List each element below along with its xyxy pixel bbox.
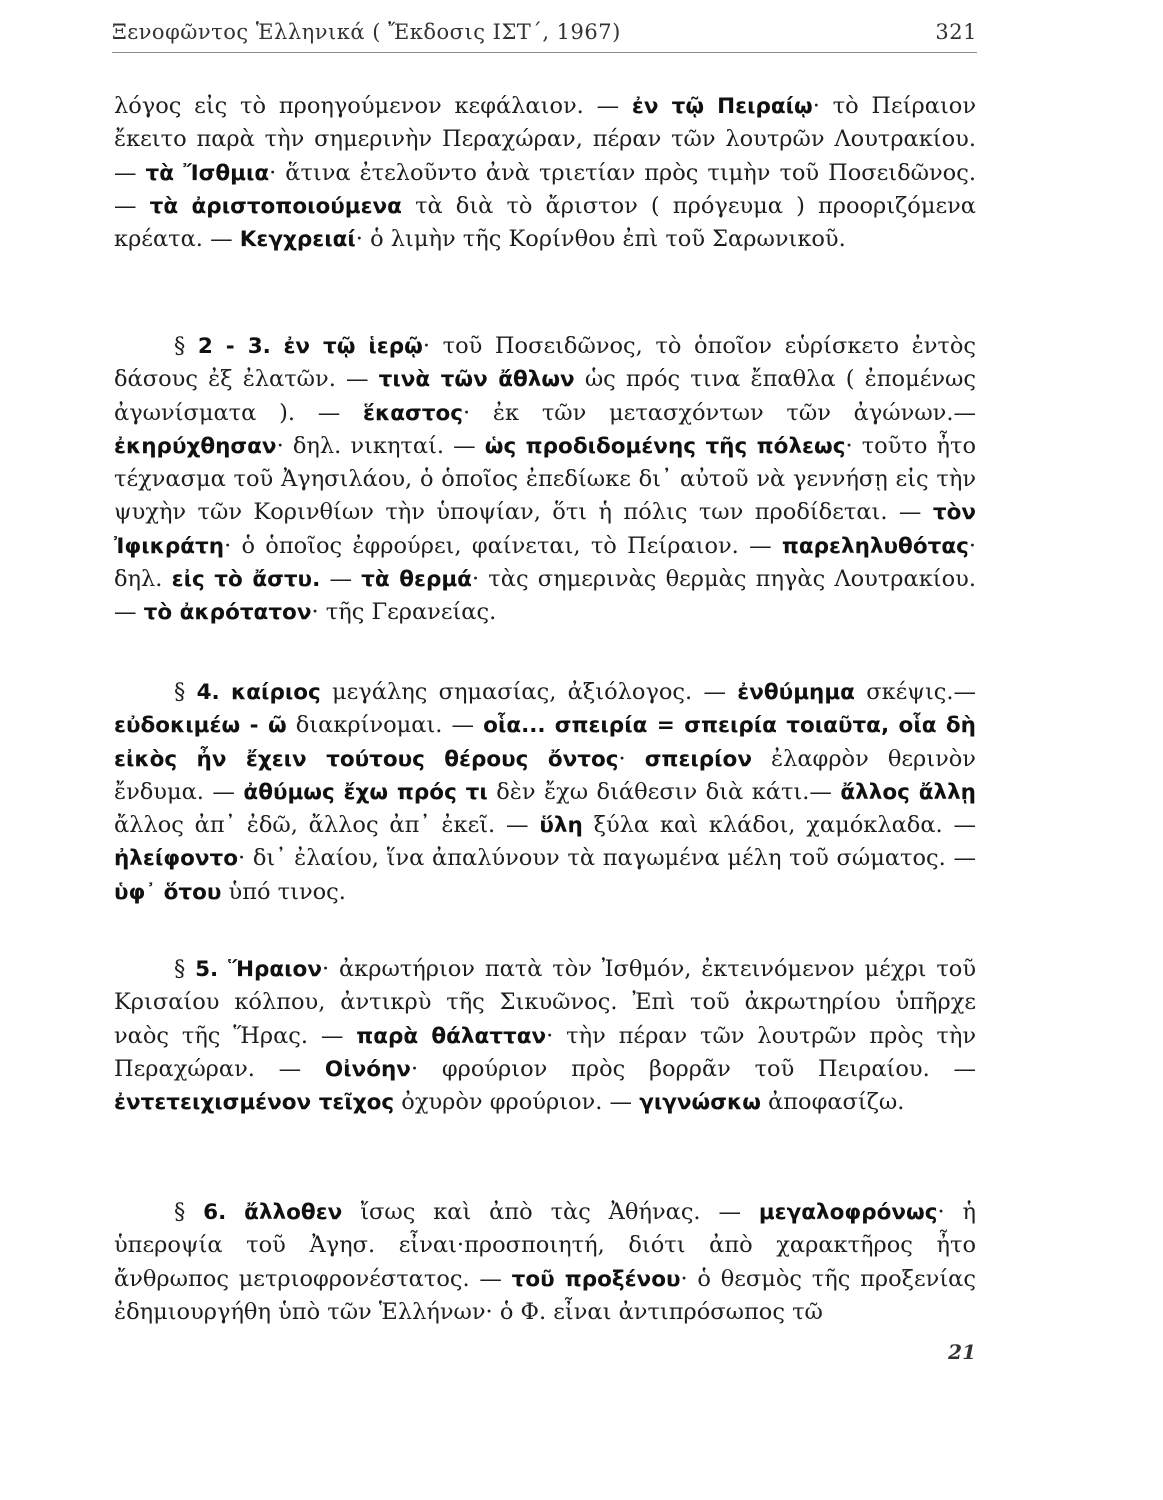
- term: ἄλλος ἄλλῃ: [840, 779, 976, 805]
- paragraph-section-6: [114, 1196, 976, 1329]
- gloss-text: ἄλλος ἀπ᾽ ἐδῶ, ἄλλος ἀπ᾽ ἐκεῖ. —: [114, 812, 540, 839]
- term: 5.: [195, 957, 219, 982]
- gloss-text: · φρούριον πρὸς βορρᾶν τοῦ Πειραίου. —: [410, 1055, 976, 1082]
- gloss-text: μεγάλης σημασίας, ἀξιόλογος. —: [320, 679, 738, 705]
- term: καίριος: [231, 680, 321, 705]
- paragraph-section-4: [114, 676, 976, 909]
- term: τινὰ τῶν ἄθλων: [378, 367, 575, 393]
- gloss-text: §: [174, 956, 196, 982]
- term: 4.: [196, 680, 220, 705]
- term: οἷα...: [483, 713, 546, 739]
- term: παρεληλυθότας: [781, 533, 969, 559]
- running-header: [112, 20, 977, 52]
- gloss-text: · ὁ ὁποῖος ἐφρούρει, φαίνεται, τὸ Πείραιον. —: [224, 532, 782, 559]
- gloss-text: · τὸ Πείραιον ἔκειτο παρὰ τὴν σημερινὴν Περαχώραν, πέραν τῶν λουτρῶν Λουτρακίου. —: [114, 93, 976, 186]
- gloss-text: · ἀκρωτήριον πατὰ τὸν Ἰσθμόν, ἐκτεινόμενον μέχρι τοῦ Κρισαίου κόλπου, ἀντικρὺ τῆς Σικυῶνος. Ἐπὶ τοῦ ἀκρωτηρίου ὑπῆρχε ναὸς τῆς Ἥρας. —: [114, 956, 977, 1049]
- running-title: Ξενοφῶντος Ἑλληνικά ( Ἔκδοσις ΙΣΤ΄, 1967): [112, 20, 621, 44]
- gloss-text: §: [174, 1199, 204, 1225]
- term: παρὰ θάλατταν: [356, 1023, 547, 1049]
- paragraph-section-2-3: [114, 330, 976, 630]
- gloss-text: · τοῦτο ἦτο τέχνασμα τοῦ Ἀγησιλάου, ὁ ὁποῖος ἐπεδίωκε δι᾽ αὐτοῦ νὰ γεννήσῃ εἰς τὴν ψυχὴν τῶν Κορινθίων τὴν ὑποψίαν, ὅτι ἡ πόλις των προδίδεται. —: [114, 432, 976, 526]
- term: ἐνθύμημα: [737, 680, 855, 705]
- term: ἐντετειχισμένον τεῖχος: [114, 1090, 395, 1116]
- term: τὰ Ἴσθμια: [145, 160, 270, 186]
- gloss-text: §: [174, 333, 198, 359]
- signature-mark: 21: [948, 1340, 976, 1364]
- gloss-text: διακρίνομαι. —: [286, 712, 484, 739]
- term: ὑφ᾽ ὅτου: [114, 879, 222, 905]
- term: Κεγχρειαί: [239, 227, 356, 253]
- gloss-text: ὀχυρὸν φρούριον. —: [394, 1089, 640, 1116]
- term: εὐδοκιμέω - ῶ: [114, 713, 287, 739]
- term: ὕλη: [539, 813, 583, 839]
- term: ἀθύμως ἔχω πρός τι: [243, 779, 488, 805]
- term: μεγαλοφρόνως: [758, 1200, 938, 1225]
- gloss-text: · τὰς σημερινὰς θερμὰς πηγὰς Λουτρακίου. —: [114, 566, 976, 626]
- term: Οἰνόην: [324, 1056, 411, 1082]
- term: σπειρίον: [644, 746, 752, 772]
- term: Ἥραιον: [228, 957, 322, 982]
- term: ἕκαστος: [363, 400, 464, 426]
- paragraph-1: [114, 90, 976, 256]
- term: ἠλείφοντο: [114, 846, 238, 872]
- gloss-text: [546, 712, 555, 738]
- term: 2 - 3.: [197, 334, 271, 359]
- term: ἐκηρύχθησαν: [114, 433, 277, 459]
- term: τὰ ἀριστοποιούμενα: [149, 193, 402, 219]
- page-number: 321: [935, 20, 977, 44]
- gloss-text: ὑπό τινος.: [221, 878, 346, 905]
- term: τοῦ προξένου: [511, 1266, 681, 1292]
- gloss-text: λόγος εἰς τὸ προηγούμενον κεφάλαιον. —: [114, 93, 632, 119]
- gloss-text: [226, 1199, 244, 1225]
- gloss-text: · δηλ. νικηταί. —: [276, 432, 485, 459]
- gloss-text: [271, 333, 284, 359]
- term: τὸν Ἰφικράτη: [114, 500, 976, 559]
- gloss-text: · ἐκ τῶν μετασχόντων τῶν ἀγώνων.—: [463, 399, 976, 426]
- gloss-text: [218, 956, 228, 982]
- gloss-text: · τῆς Γερανείας.: [311, 599, 497, 626]
- term: τὸ ἀκρότατον: [143, 600, 312, 626]
- gloss-text: —: [320, 566, 362, 593]
- gloss-text: ἐλαφρὸν θερινὸν ἔνδυμα. —: [114, 745, 976, 805]
- header-rule: [112, 52, 977, 53]
- gloss-text: τὰ διὰ τὸ ἄριστον ( πρόγευμα ) προοριζόμενα κρέατα. —: [114, 192, 976, 253]
- gloss-text: ἀποφασίζω.: [760, 1089, 905, 1116]
- gloss-text: · ἡ ὑπεροψία τοῦ Ἀγησ. εἶναι·προσποιητή, διότι ἀπὸ χαρακτῆρος ἦτο ἄνθρωπος μετριοφρονέστατος. —: [114, 1199, 976, 1292]
- gloss-text: · ὁ λιμὴν τῆς Κορίνθου ἐπὶ τοῦ Σαρωνικοῦ.: [355, 226, 846, 253]
- gloss-text: ὡς πρός τινα ἔπαθλα ( ἐπομένως ἀγωνίσματα ). —: [114, 366, 976, 426]
- gloss-text: · δι᾽ ἐλαίου, ἵνα ἀπαλύνουν τὰ παγωμένα μέλη τοῦ σώματος. —: [237, 845, 976, 872]
- gloss-text: §: [174, 679, 197, 705]
- gloss-text: · δηλ.: [114, 532, 976, 593]
- term: 6.: [203, 1200, 227, 1225]
- term: εἰς τὸ ἄστυ.: [171, 567, 321, 593]
- gloss-text: · ἅτινα ἐτελοῦντο ἀνὰ τριετίαν πρὸς τιμὴν τοῦ Ποσειδῶνος. —: [114, 159, 976, 219]
- gloss-text: · τοῦ Ποσειδῶνος, τὸ ὁποῖον εὑρίσκετο ἐντὸς δάσους ἐξ ἐλατῶν. —: [114, 333, 977, 393]
- gloss-text: [220, 679, 231, 705]
- term: σπειρία = σπειρία τοιαῦτα, οἷα δὴ εἰκὸς ἦν ἔχειν τούτους θέρους ὄντος: [114, 713, 976, 772]
- term: τὰ θερμά: [361, 567, 472, 593]
- term: ἐν τῷ ἱερῷ: [283, 334, 423, 359]
- gloss-text: · ὁ θεσμὸς τῆς προξενίας ἐδημιουργήθη ὑπὸ τῶν Ἑλλήνων· ὁ Φ. εἶναι ἀντιπρόσωπος τῶ: [114, 1265, 976, 1325]
- term: γιγνώσκω: [639, 1090, 761, 1116]
- gloss-text: ξύλα καὶ κλάδοι, χαμόκλαδα. —: [582, 812, 976, 839]
- gloss-text: σκέψις.—: [854, 679, 977, 705]
- gloss-text: δὲν ἔχω διάθεσιν διὰ κάτι.—: [487, 778, 841, 805]
- gloss-text: ἴσως καὶ ἀπὸ τὰς Ἀθήνας. —: [342, 1199, 759, 1225]
- term: ὡς προδιδομένης τῆς πόλεως: [484, 433, 846, 459]
- gloss-text: ·: [618, 745, 645, 772]
- term: ἐν τῷ Πειραίῳ: [631, 94, 813, 119]
- gloss-text: · τὴν πέραν τῶν λουτρῶν πρὸς τὴν Περαχώραν. —: [114, 1022, 976, 1082]
- term: ἄλλοθεν: [244, 1200, 343, 1225]
- paragraph-section-5: [114, 953, 976, 1119]
